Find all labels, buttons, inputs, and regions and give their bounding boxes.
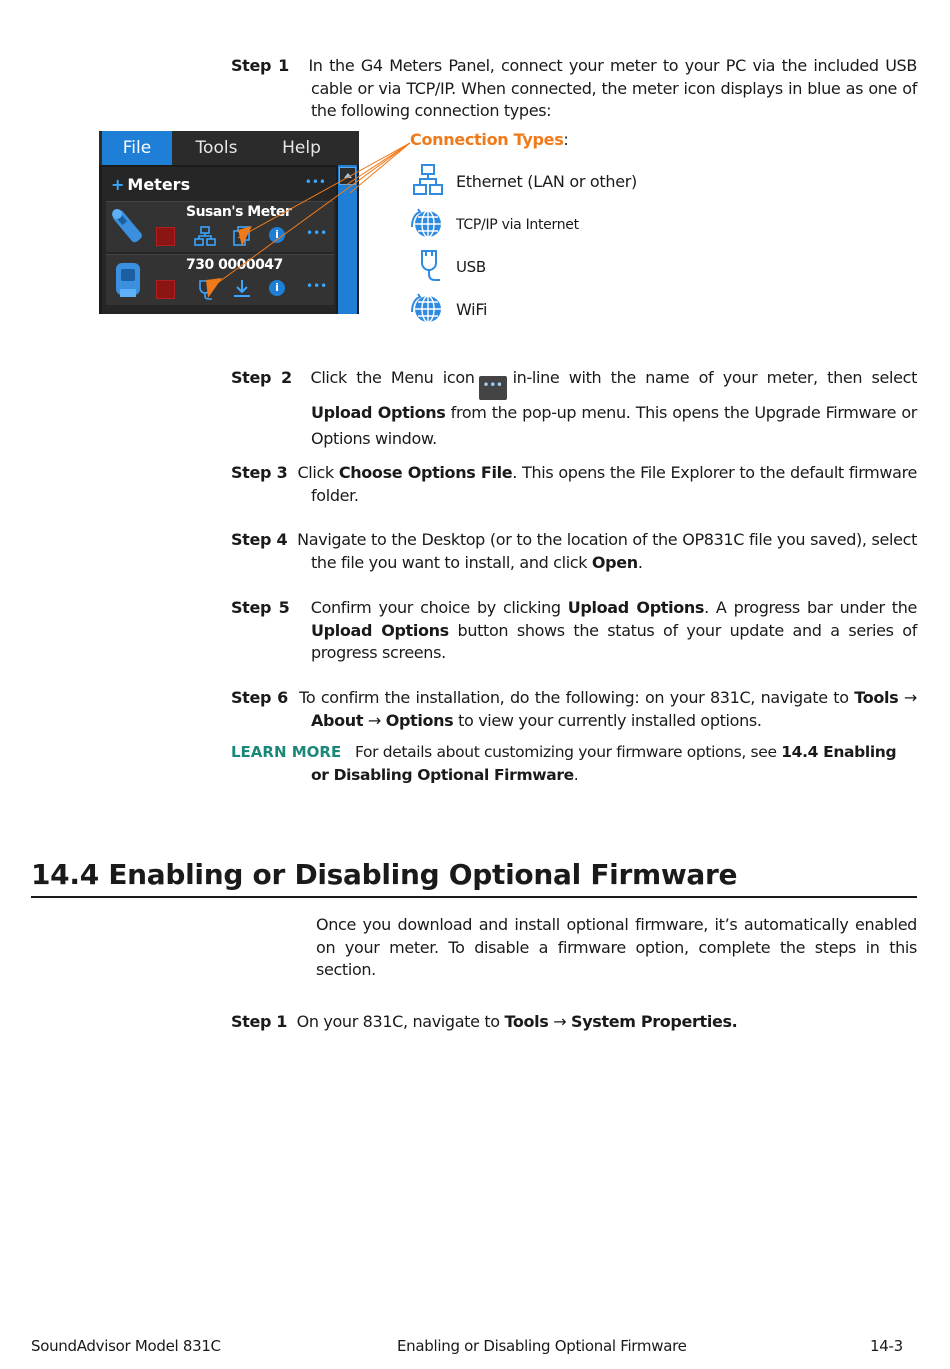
ui-term: Choose Options File [338,463,513,482]
info-icon[interactable]: i [269,227,285,243]
meters-label: Meters [127,175,191,194]
callout-arrowhead [238,226,252,246]
cross-reference-link[interactable]: 14.4 Enabling or Disabling Optional Firmware [311,743,897,784]
ui-term: Tools [504,1012,549,1031]
step-label: Step 1 [231,56,289,75]
step-text: Click the Menu icon [310,368,475,387]
meter-name: 730 0000047 [186,257,283,273]
step-label: Step 4 [231,530,288,549]
step-text: . [637,552,643,572]
info-icon[interactable]: i [269,280,285,296]
step-6 [231,687,917,732]
callout-line [212,143,410,287]
menu-file[interactable]: File [102,131,172,165]
ui-term: Tools [854,688,899,707]
menu-dots-icon: ••• [479,376,507,400]
ui-term: System Properties. [571,1012,738,1031]
globe-icon [410,292,446,326]
connection-types-title: Connection Types [410,130,564,149]
ethernet-icon [410,163,446,197]
step-text: in-line with the name of your meter, then select [512,368,917,387]
step-text: Click [297,463,334,482]
step-text: Confirm your choice by clicking [310,598,561,617]
note-text: . [573,765,579,784]
step-text: to view your currently installed options. [458,710,762,730]
ui-term: Upload Options [311,403,446,422]
ui-term: Upload Options [311,620,449,640]
callout-line [350,143,410,193]
step-text: . This opens the File Explorer to the default firmware folder. [311,463,917,505]
arrow-glyph: → [367,710,381,730]
add-meter-icon[interactable]: + [111,175,125,194]
connection-types-heading [410,129,569,151]
callout-line [238,143,410,238]
step-text: . A progress bar under the [704,598,917,617]
step-2 [231,365,917,452]
arrow-glyph: → [553,1012,567,1031]
ui-term: About [311,710,364,730]
section-intro: Once you download and install optional firmware, it’s automatically enabled on your meter. To disable a firmware option, complete the steps in this section. [316,915,917,979]
row-menu-icon[interactable]: ••• [306,226,328,240]
step-text: button shows the status of your update and a series of progress screens. [311,620,917,662]
footer-page-number: 14-3 [870,1337,903,1355]
step-label: Step 2 [231,368,292,387]
arrow-glyph: → [903,688,917,707]
connection-type-label: USB [456,258,486,276]
step-label: Step 3 [231,463,288,482]
ui-term: Options [385,710,454,730]
ui-term: Open [591,552,638,572]
step-4 [231,529,917,574]
connection-type-label: TCP/IP via Internet [456,217,579,233]
step-3 [231,462,917,507]
usb-icon [410,249,446,283]
note-text: For details about customizing your firmware options, see [354,743,777,761]
step-text: In the G4 Meters Panel, connect your meter to your PC via the included USB cable or via TCP/IP. When connected, the meter icon displays in blue as one of the following connection types: [308,56,917,120]
step-label: Step 6 [231,688,288,707]
step-label: Step 1 [231,1012,288,1031]
callout-arrows [0,0,950,340]
step-label: Step 5 [231,598,290,617]
globe-icon [410,207,446,241]
step-text: Navigate to the Desktop (or to the location of the OP831C file you saved), select the file you want to install, and click [297,530,917,572]
callout-line [346,143,410,185]
connection-types-colon: : [563,130,569,149]
step-text: On your 831C, navigate to [296,1012,500,1031]
meter-name: Susan's Meter [186,204,292,220]
callout-arrowhead [206,278,222,298]
meters-menu-icon[interactable]: ••• [304,175,326,189]
row-menu-icon[interactable]: ••• [306,279,328,293]
footer-product: SoundAdvisor Model 831C [31,1337,221,1355]
learn-more-label: LEARN MORE [231,743,342,761]
step-5 [231,597,917,665]
step-text: from the pop-up menu. This opens the Upgrade Firmware or Options window. [311,403,917,448]
learn-more-note [231,741,917,786]
connection-type-label: WiFi [456,300,488,319]
connection-type-label: Ethernet (LAN or other) [456,172,637,191]
step-text: To confirm the installation, do the following: on your 831C, navigate to [299,688,849,707]
menu-tools[interactable]: Tools [195,138,238,158]
ui-term: Upload Options [567,598,705,617]
section-step-1 [231,1011,917,1034]
footer-chapter: Enabling or Disabling Optional Firmware [397,1337,687,1355]
menu-help[interactable]: Help [282,138,321,158]
section-heading: 14.4 Enabling or Disabling Optional Firmware [31,856,917,898]
